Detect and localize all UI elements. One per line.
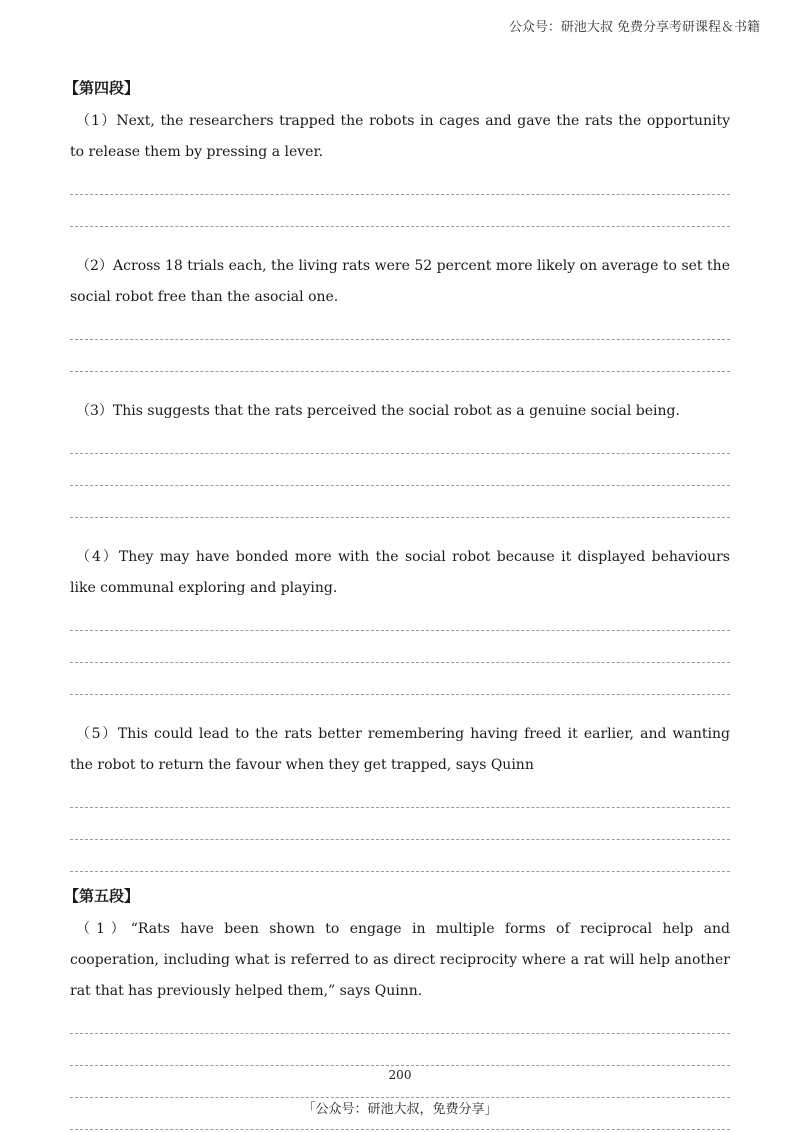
paragraph-text: “Rats have been shown to engage in multiple forms of reciprocal help and cooperation, including what is referred to as direct reciprocity where a rat will help another rat that has previously helped them,” says Quinn. [70, 921, 730, 999]
paragraph-number: （1） [76, 921, 131, 937]
section-title: 【第四段】 [64, 79, 140, 97]
paragraph [70, 106, 730, 168]
answer-line[interactable] [70, 807, 730, 808]
paragraph-number: （3） [76, 403, 113, 419]
answer-line[interactable] [70, 485, 730, 486]
page-number: 200 [388, 1068, 412, 1082]
paragraph-text: They may have bonded more with the social robot because it displayed behaviours like communal exploring and playing. [70, 549, 730, 596]
paragraph [70, 719, 730, 781]
answer-line[interactable] [70, 194, 730, 195]
answer-line[interactable] [70, 630, 730, 631]
answer-line[interactable] [70, 839, 730, 840]
paragraph-text: This could lead to the rats better remembering having freed it earlier, and wanting the robot to return the favour when they get trapped, says Quinn [70, 726, 730, 773]
page-content [64, 78, 730, 1130]
page-header: 公众号：研池大叔 免费分享考研课程＆书籍 [508, 20, 760, 35]
paragraph-text: This suggests that the rats perceived the social robot as a genuine social being. [112, 403, 680, 419]
section-title: 【第五段】 [64, 887, 140, 905]
answer-line[interactable] [70, 453, 730, 454]
paragraph-number: （4） [76, 549, 119, 565]
paragraph-number: （5） [76, 726, 118, 742]
answer-line[interactable] [70, 339, 730, 340]
paragraph [70, 396, 730, 427]
paragraph [70, 251, 730, 313]
answer-line[interactable] [70, 662, 730, 663]
paragraph-number: （1） [76, 113, 117, 129]
paragraph-number: （2） [76, 258, 114, 274]
answer-line[interactable] [70, 1065, 730, 1066]
page-footer: 「公众号：研池大叔，免费分享」 [302, 1102, 498, 1117]
paragraph-text: Across 18 trials each, the living rats were 52 percent more likely on average to set the social robot free than the asocial one. [70, 258, 730, 305]
paragraph [70, 542, 730, 604]
paragraph [70, 914, 730, 1007]
answer-line[interactable] [70, 1033, 730, 1034]
answer-line[interactable] [70, 1129, 730, 1130]
paragraph-text: Next, the researchers trapped the robots in cages and gave the rats the opportunity to release them by pressing a lever. [70, 113, 730, 160]
